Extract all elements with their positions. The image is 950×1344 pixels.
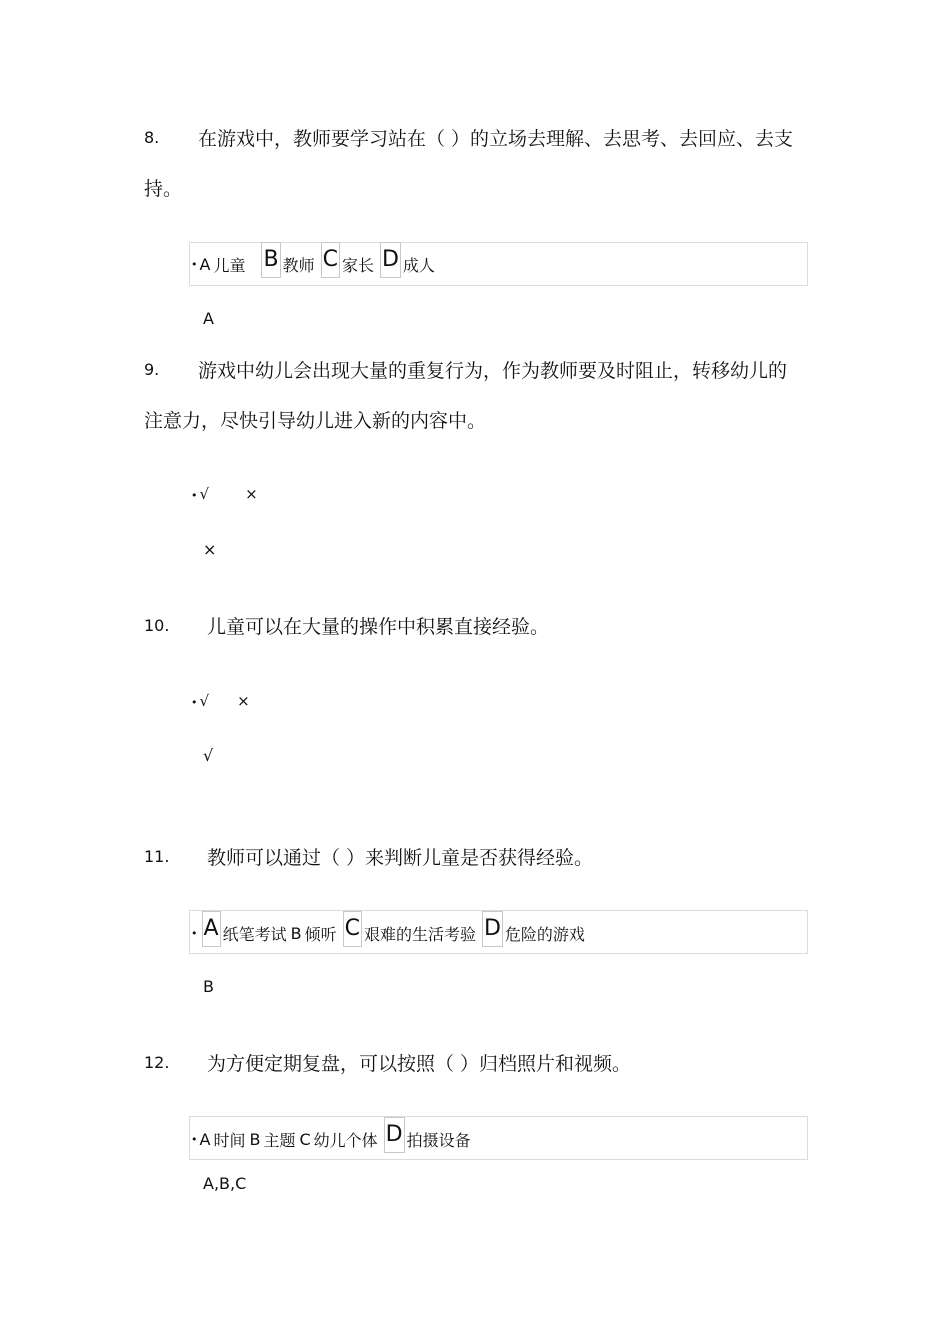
option-d-text[interactable]: 成人 — [402, 255, 435, 275]
answer: √ — [203, 746, 214, 765]
option-a-letter[interactable]: A — [199, 254, 211, 274]
answer: A,B,C — [203, 1174, 247, 1193]
option-b-text[interactable]: 倾听 — [304, 924, 337, 944]
option-a-text[interactable]: 儿童 — [213, 255, 246, 275]
option-true[interactable]: √ — [199, 485, 210, 503]
bullet: • — [191, 696, 198, 709]
option-d-text[interactable]: 拍摄设备 — [406, 1130, 471, 1150]
option-b-text[interactable]: 教师 — [282, 255, 315, 275]
option-c-letter[interactable]: C — [321, 242, 340, 278]
option-b-letter[interactable]: B — [249, 1129, 261, 1149]
question-text-line1: 为方便定期复盘，可以按照（ ）归档照片和视频。 — [207, 1053, 632, 1075]
answer: × — [203, 540, 217, 559]
option-b-letter[interactable]: B — [261, 242, 280, 278]
question-text-line2: 注意力，尽快引导幼儿进入新的内容中。 — [144, 410, 487, 432]
option-d-letter[interactable]: D — [380, 242, 401, 278]
question-text-line1: 教师可以通过（ ）来判断儿童是否获得经验。 — [207, 847, 594, 869]
question-text-line1: 游戏中幼儿会出现大量的重复行为，作为教师要及时阻止，转移幼儿的 — [198, 360, 788, 382]
question-text-line1: 儿童可以在大量的操作中积累直接经验。 — [207, 616, 550, 638]
option-d-letter[interactable]: D — [482, 911, 503, 947]
option-c-text[interactable]: 艰难的生活考验 — [363, 924, 476, 944]
option-a-letter[interactable]: A — [202, 911, 221, 947]
option-c-letter[interactable]: C — [299, 1129, 311, 1149]
option-a-text[interactable]: 时间 — [213, 1130, 246, 1150]
question-number: 10. — [144, 616, 170, 635]
question-text-line1: 在游戏中，教师要学习站在（ ）的立场去理解、去思考、去回应、去支 — [198, 128, 794, 150]
question-number: 9. — [144, 360, 160, 379]
options-line — [191, 485, 258, 503]
options-line — [191, 692, 250, 710]
option-b-letter[interactable]: B — [290, 923, 302, 943]
question-text-line2: 持。 — [144, 178, 183, 200]
options-line — [191, 913, 589, 953]
bullet: • — [191, 1132, 198, 1146]
option-d-text[interactable]: 危险的游戏 — [504, 924, 585, 944]
bullet: • — [191, 257, 198, 271]
option-a-letter[interactable]: A — [199, 1129, 211, 1149]
bullet: • — [191, 926, 198, 940]
option-c-text[interactable]: 幼儿个体 — [313, 1130, 378, 1150]
question-number: 12. — [144, 1053, 170, 1072]
option-true[interactable]: √ — [199, 692, 210, 710]
options-line — [191, 244, 439, 284]
option-d-letter[interactable]: D — [384, 1117, 405, 1153]
option-false[interactable]: × — [237, 692, 250, 710]
answer: A — [203, 309, 214, 328]
option-c-text[interactable]: 家长 — [341, 255, 374, 275]
bullet: • — [191, 489, 198, 502]
option-b-text[interactable]: 主题 — [263, 1130, 296, 1150]
answer: B — [203, 977, 214, 996]
question-number: 11. — [144, 847, 170, 866]
option-false[interactable]: × — [245, 485, 258, 503]
option-c-letter[interactable]: C — [343, 911, 362, 947]
options-line — [191, 1119, 475, 1159]
question-number: 8. — [144, 128, 160, 147]
option-a-text[interactable]: 纸笔考试 — [222, 924, 287, 944]
